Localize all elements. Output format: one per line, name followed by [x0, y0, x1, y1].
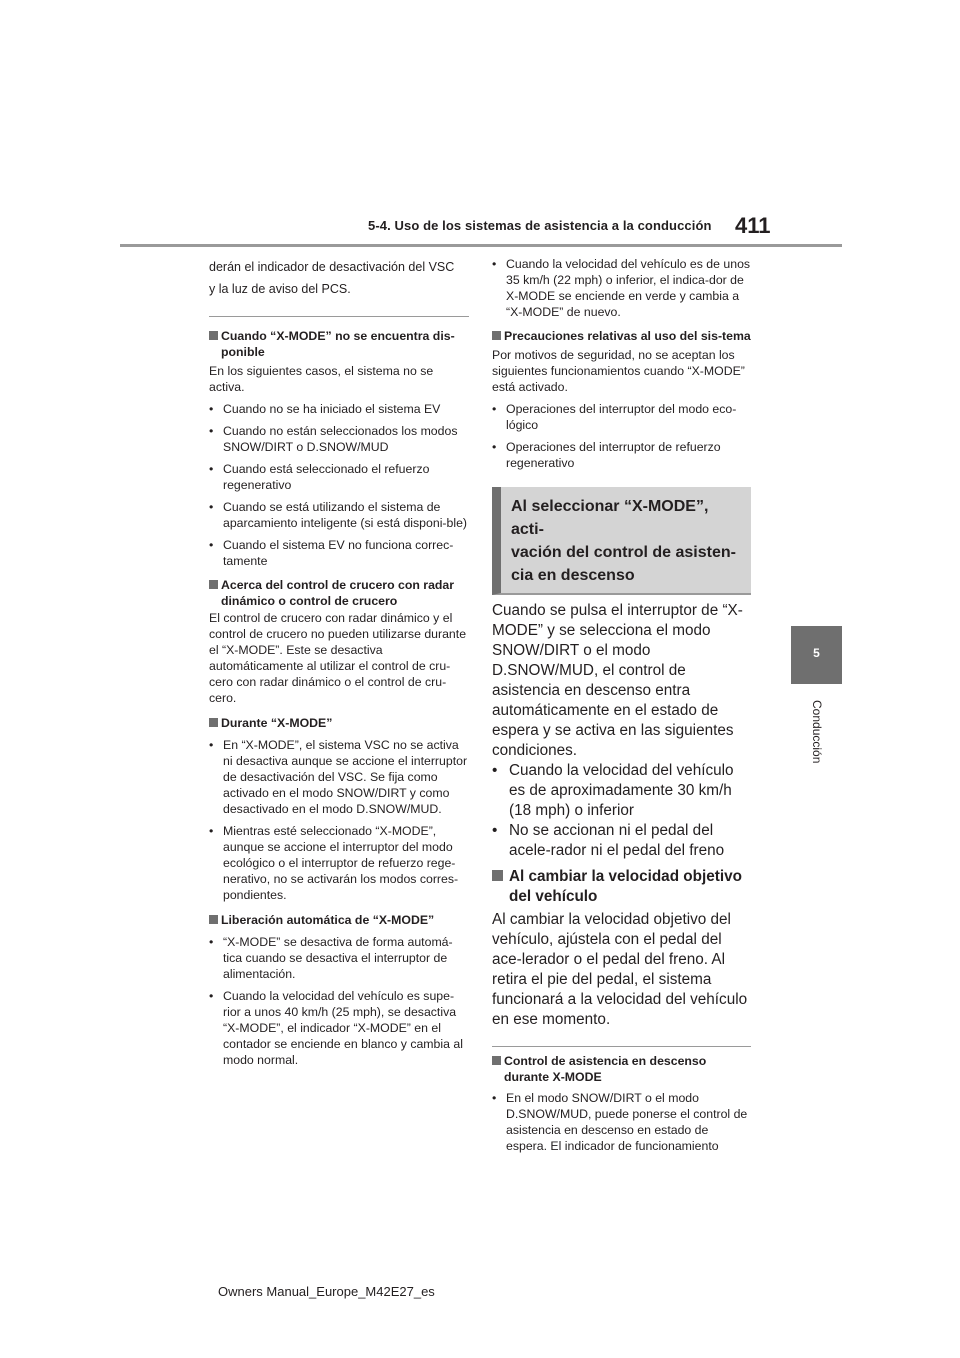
body-text: En los siguientes casos, el sistema no se activa.	[209, 364, 434, 394]
square-bullet-icon	[209, 331, 218, 340]
chapter-number: 5	[813, 646, 820, 660]
list-item: • Cuando está seleccionado el refuerzo regenerativo	[209, 462, 430, 492]
list-item: • Operaciones del interruptor de refuerzo regenerativo	[492, 440, 721, 470]
body-text: Al cambiar la velocidad objetivo del vehículo, ajústela con el pedal del ace-lerador o el pedal del freno. Al retira el pie del pedal, el sistema funcionará a la velocidad del vehículo en ese momento.	[492, 911, 748, 1028]
condition-item: • Cuando la velocidad del vehículo es de aproximadamente 30 km/h (18 mph) o inferior	[492, 762, 734, 819]
section-heading-box	[492, 487, 751, 595]
body-text: El control de crucero con radar dinámico y el control de crucero no pueden utilizarse durante el “X-MODE”. Este se desactiva automáticamente al utilizar el control de cru-cero con radar dinámico o el control de cru-cero.	[209, 611, 467, 705]
square-bullet-icon	[209, 580, 218, 589]
list-item: • Cuando la velocidad del vehículo es supe-rior a unos 40 km/h (25 mph), se desactiva “X-MODE”, el indicador “X-MODE” en el contador se enciende en blanco y cambia al modo normal.	[209, 989, 463, 1067]
heading-precautions: Precauciones relativas al uso del sis-tema	[492, 328, 751, 344]
square-bullet-icon	[209, 718, 218, 727]
left-column	[209, 256, 469, 1068]
intro-line-2: y la luz de aviso del PCS.	[209, 282, 351, 296]
heading-release: Liberación automática de “X-MODE”	[209, 912, 469, 928]
header-divider	[120, 244, 842, 247]
list-item: • En el modo SNOW/DIRT o el modo D.SNOW/MUD, puede ponerse el control de asistencia en descenso en estado de espera. El indicador de funcionamiento	[492, 1091, 748, 1153]
page-number: 411	[735, 213, 771, 238]
heading-cruise: Acerca del control de crucero con radar dinámico o control de crucero	[209, 577, 469, 609]
heading-during: Durante “X-MODE”	[209, 715, 469, 731]
section-body: Cuando se pulsa el interruptor de “X-MODE” y se selecciona el modo SNOW/DIRT o el modo D.SNOW/MUD, el control de asistencia en descenso entra automáticamente en el estado de espera y se activa en las siguientes condiciones.	[492, 602, 743, 759]
right-column	[492, 256, 751, 1154]
heading-descent: Control de asistencia en descenso durante X-MODE	[492, 1053, 751, 1085]
heading-unavailable: Cuando “X-MODE” no se encuentra dis-ponible	[209, 328, 469, 360]
section-heading-line: Al seleccionar “X-MODE”, acti-	[511, 498, 709, 538]
list-item: • Cuando no se ha iniciado el sistema EV	[209, 402, 441, 416]
intro-line-1: derán el indicador de desactivación del VSC	[209, 260, 455, 274]
document-name: Owners Manual_Europe_M42E27_es	[218, 1284, 435, 1299]
section-heading-line: cia en descenso	[511, 567, 635, 584]
list-item: • Operaciones del interruptor del modo eco-lógico	[492, 402, 737, 432]
section-heading-line: vación del control de asisten-	[511, 544, 736, 561]
condition-item: • No se accionan ni el pedal del acele-rador ni el pedal del freno	[492, 822, 725, 859]
list-item: • Cuando se está utilizando el sistema de aparcamiento inteligente (si está disponi-ble)	[209, 500, 468, 530]
divider	[492, 1046, 751, 1047]
list-item: • Mientras esté seleccionado “X-MODE”, aunque se accione el interruptor del modo ecológico o el interruptor de refuerzo rege-nerativo, no se activarán los modos corres-pondientes.	[209, 824, 459, 902]
square-bullet-icon	[492, 331, 501, 340]
list-item: • Cuando no están seleccionados los modos SNOW/DIRT o D.SNOW/MUD	[209, 424, 458, 454]
list-item: • “X-MODE” se desactiva de forma automá-tica cuando se desactiva el interruptor de alimentación.	[209, 935, 453, 981]
section-title: 5-4. Uso de los sistemas de asistencia a la conducción	[368, 218, 712, 233]
divider	[209, 316, 469, 317]
square-bullet-icon	[492, 1056, 501, 1065]
list-item: • En “X-MODE”, el sistema VSC no se activa ni desactiva aunque se accione el interruptor de desactivación del VSC. Se fija como activado en el modo SNOW/DIRT y como desactivado en el modo D.SNOW/MUD.	[209, 738, 468, 816]
square-bullet-icon	[492, 870, 503, 881]
heading-target-speed: Al cambiar la velocidad objetivo del vehículo	[492, 867, 751, 907]
list-item: • Cuando el sistema EV no funciona correc-tamente	[209, 538, 454, 568]
body-text: Por motivos de seguridad, no se aceptan los siguientes funcionamientos cuando “X-MODE” está activado.	[492, 348, 745, 394]
list-item: • Cuando la velocidad del vehículo es de unos 35 km/h (22 mph) o inferior, el indica-dor de X-MODE se enciende en verde y cambia a “X-MODE” de nuevo.	[492, 257, 751, 319]
chapter-label: Conducción	[810, 700, 824, 764]
square-bullet-icon	[209, 915, 218, 924]
